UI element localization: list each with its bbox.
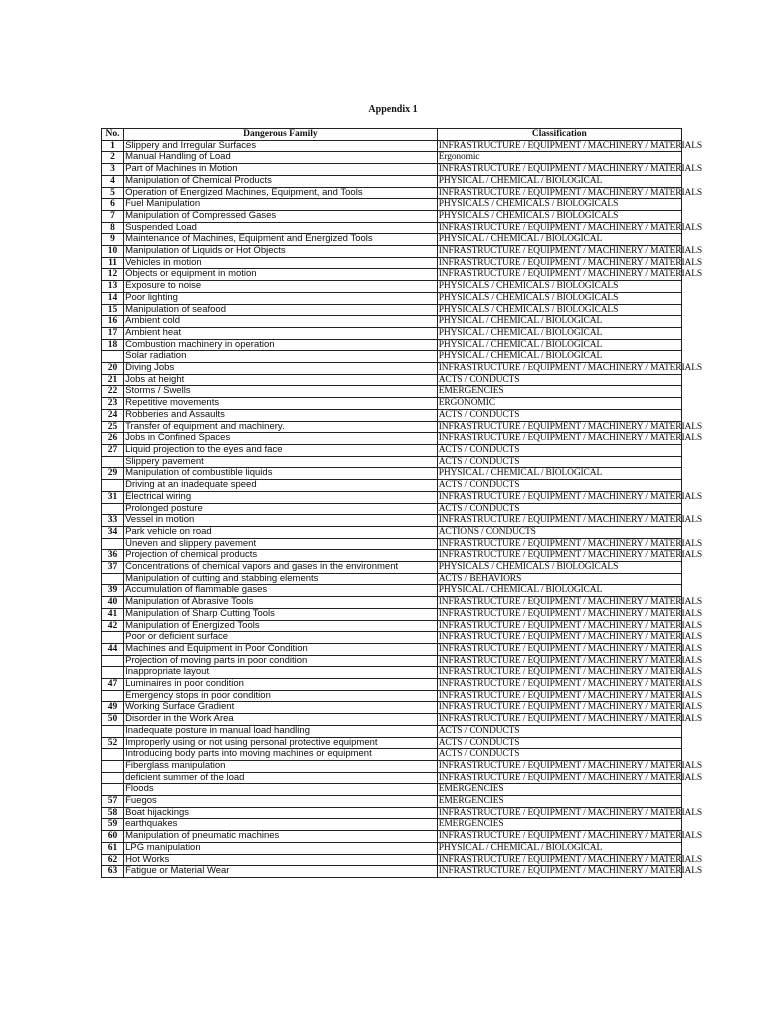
row-number: 42: [102, 620, 124, 632]
row-classification: INFRASTRUCTURE / EQUIPMENT / MACHINERY / MATERIALS: [438, 538, 702, 549]
row-classification: INFRASTRUCTURE / EQUIPMENT / MACHINERY / MATERIALS: [438, 620, 702, 631]
row-dangerous-family: Park vehicle on road: [124, 526, 438, 538]
hazard-table: [101, 128, 702, 878]
row-number: 10: [102, 246, 124, 258]
row-dangerous-family: Poor or deficient surface: [124, 632, 438, 644]
row-dangerous-family: Vessel in motion: [124, 515, 438, 527]
row-number: 39: [102, 585, 124, 597]
row-dangerous-family: Boat hijackings: [124, 807, 438, 819]
row-number: 58: [102, 807, 124, 819]
row-dangerous-family: Diving Jobs: [124, 363, 438, 375]
row-classification: ACTS / CONDUCTS: [437, 480, 681, 492]
row-dangerous-family: Accumulation of flammable gases: [124, 585, 438, 597]
row-dangerous-family: Inappropriate layout: [124, 667, 438, 679]
row-classification: PHYSICAL / CHEMICAL / BIOLOGICAL: [437, 585, 681, 597]
table-row: [102, 409, 682, 421]
row-number: [102, 667, 124, 679]
table-row: [102, 222, 682, 234]
row-number: 11: [102, 257, 124, 269]
row-classification: INFRASTRUCTURE / EQUIPMENT / MACHINERY / MATERIALS: [438, 491, 702, 502]
table-row: [102, 199, 682, 211]
row-number: 13: [102, 281, 124, 293]
table-row: [102, 187, 682, 199]
row-number: 16: [102, 316, 124, 328]
table-row: [102, 175, 682, 187]
row-dangerous-family: Manipulation of Compressed Gases: [124, 210, 438, 222]
row-dangerous-family: Projection of chemical products: [124, 550, 438, 562]
row-dangerous-family: Projection of moving parts in poor condition: [124, 655, 438, 667]
table-row: [102, 398, 682, 410]
row-classification: INFRASTRUCTURE / EQUIPMENT / MACHINERY / MATERIALS: [438, 608, 702, 619]
row-classification: PHYSICAL / CHEMICAL / BIOLOGICAL: [437, 468, 681, 480]
row-classification: PHYSICAL / CHEMICAL / BIOLOGICAL: [437, 327, 681, 339]
row-dangerous-family: LPG manipulation: [124, 842, 438, 854]
row-number: 17: [102, 327, 124, 339]
row-number: [102, 456, 124, 468]
row-dangerous-family: Poor lighting: [124, 292, 438, 304]
table-row: [102, 655, 682, 667]
row-number: 22: [102, 386, 124, 398]
row-classification: INFRASTRUCTURE / EQUIPMENT / MACHINERY / MATERIALS: [438, 421, 702, 432]
row-dangerous-family: Manipulation of Chemical Products: [124, 175, 438, 187]
row-number: 36: [102, 550, 124, 562]
table-row: [102, 866, 682, 878]
row-number: [102, 690, 124, 702]
row-classification: PHYSICAL / CHEMICAL / BIOLOGICAL: [437, 316, 681, 328]
row-classification: INFRASTRUCTURE / EQUIPMENT / MACHINERY / MATERIALS: [438, 257, 702, 268]
table-row: [102, 152, 682, 164]
row-dangerous-family: Inadequate posture in manual load handling: [124, 725, 438, 737]
row-dangerous-family: Working Surface Gradient: [124, 702, 438, 714]
row-number: 33: [102, 515, 124, 527]
row-number: 63: [102, 866, 124, 878]
table-row: [102, 538, 682, 550]
row-classification: INFRASTRUCTURE / EQUIPMENT / MACHINERY / MATERIALS: [438, 632, 702, 643]
table-row: [102, 292, 682, 304]
row-dangerous-family: Maintenance of Machines, Equipment and Energized Tools: [124, 234, 438, 246]
row-classification: INFRASTRUCTURE / EQUIPMENT / MACHINERY / MATERIALS: [438, 831, 702, 842]
page-title: Appendix 1: [368, 104, 418, 115]
table-row: [102, 164, 682, 176]
row-number: 49: [102, 702, 124, 714]
row-classification: PHYSICALS / CHEMICALS / BIOLOGICALS: [437, 210, 681, 222]
row-dangerous-family: Robberies and Assaults: [124, 409, 438, 421]
row-dangerous-family: Introducing body parts into moving machines or equipment: [124, 749, 438, 761]
row-classification: ACTIONS / CONDUCTS: [437, 526, 681, 538]
table-row: [102, 339, 682, 351]
table-row: [102, 316, 682, 328]
table-row: [102, 210, 682, 222]
row-number: 47: [102, 679, 124, 691]
row-dangerous-family: Floods: [124, 784, 438, 796]
row-classification: INFRASTRUCTURE / EQUIPMENT / MACHINERY / MATERIALS: [438, 222, 702, 233]
table-row: [102, 725, 682, 737]
table-row: [102, 444, 682, 456]
row-dangerous-family: Driving at an inadequate speed: [124, 480, 438, 492]
row-number: [102, 480, 124, 492]
row-classification: PHYSICAL / CHEMICAL / BIOLOGICAL: [437, 175, 681, 187]
row-number: 6: [102, 199, 124, 211]
row-classification: ACTS / CONDUCTS: [437, 737, 681, 749]
row-classification: ACTS / CONDUCTS: [437, 456, 681, 468]
row-classification: EMERGENCIES: [437, 819, 681, 831]
row-number: 7: [102, 210, 124, 222]
row-number: [102, 749, 124, 761]
row-dangerous-family: Storms / Swells: [124, 386, 438, 398]
row-classification: INFRASTRUCTURE / EQUIPMENT / MACHINERY / MATERIALS: [438, 246, 702, 257]
row-dangerous-family: earthquakes: [124, 819, 438, 831]
row-classification: EMERGENCIES: [437, 386, 681, 398]
row-dangerous-family: Manipulation of seafood: [124, 304, 438, 316]
table-row: [102, 714, 682, 726]
table-row: [102, 772, 682, 784]
row-classification: ACTS / CONDUCTS: [437, 374, 681, 386]
table-row: [102, 749, 682, 761]
row-classification: INFRASTRUCTURE / EQUIPMENT / MACHINERY / MATERIALS: [438, 679, 702, 690]
table-row: [102, 327, 682, 339]
row-classification: PHYSICAL / CHEMICAL / BIOLOGICAL: [437, 351, 681, 363]
table-row: [102, 456, 682, 468]
row-dangerous-family: Manipulation of Sharp Cutting Tools: [124, 608, 438, 620]
row-dangerous-family: Manipulation of Energized Tools: [124, 620, 438, 632]
row-classification: EMERGENCIES: [437, 796, 681, 808]
header-classification: Classification: [437, 129, 681, 141]
row-dangerous-family: Part of Machines in Motion: [124, 164, 438, 176]
row-classification: INFRASTRUCTURE / EQUIPMENT / MACHINERY / MATERIALS: [438, 597, 702, 608]
row-dangerous-family: Uneven and slippery pavement: [124, 538, 438, 550]
table-row: [102, 304, 682, 316]
row-dangerous-family: Slippery and Irregular Surfaces: [124, 140, 438, 152]
row-number: [102, 538, 124, 550]
row-number: 34: [102, 526, 124, 538]
row-classification: INFRASTRUCTURE / EQUIPMENT / MACHINERY / MATERIALS: [438, 363, 702, 374]
row-classification: INFRASTRUCTURE / EQUIPMENT / MACHINERY / MATERIALS: [438, 702, 702, 713]
row-number: 41: [102, 608, 124, 620]
row-dangerous-family: Concentrations of chemical vapors and gases in the environment: [124, 562, 438, 574]
row-number: 12: [102, 269, 124, 281]
table-row: [102, 667, 682, 679]
row-classification: INFRASTRUCTURE / EQUIPMENT / MACHINERY / MATERIALS: [438, 187, 702, 198]
table-row: [102, 854, 682, 866]
row-number: 52: [102, 737, 124, 749]
row-number: 27: [102, 444, 124, 456]
row-number: 2: [102, 152, 124, 164]
row-number: 59: [102, 819, 124, 831]
row-classification: PHYSICALS / CHEMICALS / BIOLOGICALS: [437, 562, 681, 574]
row-dangerous-family: deficient summer of the load: [124, 772, 438, 784]
row-dangerous-family: Manipulation of Liquids or Hot Objects: [124, 246, 438, 258]
row-number: 14: [102, 292, 124, 304]
table-row: [102, 819, 682, 831]
row-number: 3: [102, 164, 124, 176]
row-classification: INFRASTRUCTURE / EQUIPMENT / MACHINERY / MATERIALS: [438, 269, 702, 280]
table-row: [102, 374, 682, 386]
table-row: [102, 573, 682, 585]
row-number: 29: [102, 468, 124, 480]
row-dangerous-family: Improperly using or not using personal protective equipment: [124, 737, 438, 749]
table-row: [102, 503, 682, 515]
table-row: [102, 526, 682, 538]
row-classification: PHYSICAL / CHEMICAL / BIOLOGICAL: [437, 842, 681, 854]
row-number: 8: [102, 222, 124, 234]
row-number: [102, 632, 124, 644]
row-number: 44: [102, 643, 124, 655]
row-number: 40: [102, 597, 124, 609]
table-row: [102, 679, 682, 691]
row-classification: ERGONOMIC: [437, 398, 681, 410]
row-dangerous-family: Manipulation of Abrasive Tools: [124, 597, 438, 609]
table-row: [102, 585, 682, 597]
row-classification: INFRASTRUCTURE / EQUIPMENT / MACHINERY / MATERIALS: [438, 760, 702, 771]
row-classification: PHYSICAL / CHEMICAL / BIOLOGICAL: [437, 339, 681, 351]
table-row: [102, 597, 682, 609]
row-dangerous-family: Suspended Load: [124, 222, 438, 234]
row-dangerous-family: Solar radiation: [124, 351, 438, 363]
table-row: [102, 831, 682, 843]
row-classification: INFRASTRUCTURE / EQUIPMENT / MACHINERY / MATERIALS: [438, 807, 702, 818]
row-dangerous-family: Manipulation of combustible liquids: [124, 468, 438, 480]
row-number: [102, 503, 124, 515]
row-number: [102, 573, 124, 585]
row-classification: INFRASTRUCTURE / EQUIPMENT / MACHINERY / MATERIALS: [438, 854, 702, 865]
row-dangerous-family: Slippery pavement: [124, 456, 438, 468]
row-number: 24: [102, 409, 124, 421]
row-classification: ACTS / CONDUCTS: [437, 444, 681, 456]
table-row: [102, 269, 682, 281]
row-dangerous-family: Combustion machinery in operation: [124, 339, 438, 351]
table-row: [102, 796, 682, 808]
row-classification: PHYSICALS / CHEMICALS / BIOLOGICALS: [437, 199, 681, 211]
row-number: 62: [102, 854, 124, 866]
row-classification: INFRASTRUCTURE / EQUIPMENT / MACHINERY / MATERIALS: [438, 433, 702, 444]
row-classification: PHYSICAL / CHEMICAL / BIOLOGICAL: [437, 234, 681, 246]
row-dangerous-family: Manual Handling of Load: [124, 152, 438, 164]
row-dangerous-family: Hot Works: [124, 854, 438, 866]
table-row: [102, 784, 682, 796]
row-classification: Ergonomic: [437, 152, 681, 164]
row-number: 57: [102, 796, 124, 808]
table-row: [102, 842, 682, 854]
row-number: 61: [102, 842, 124, 854]
row-dangerous-family: Manipulation of cutting and stabbing elements: [124, 573, 438, 585]
row-number: 23: [102, 398, 124, 410]
row-classification: INFRASTRUCTURE / EQUIPMENT / MACHINERY / MATERIALS: [438, 714, 702, 725]
row-classification: ACTS / CONDUCTS: [437, 503, 681, 515]
row-classification: PHYSICALS / CHEMICALS / BIOLOGICALS: [437, 281, 681, 293]
row-classification: INFRASTRUCTURE / EQUIPMENT / MACHINERY / MATERIALS: [438, 655, 702, 666]
table-row: [102, 690, 682, 702]
table-row: [102, 620, 682, 632]
table-row: [102, 363, 682, 375]
row-number: [102, 784, 124, 796]
table-row: [102, 257, 682, 269]
row-dangerous-family: Fiberglass manipulation: [124, 760, 438, 772]
row-number: 50: [102, 714, 124, 726]
row-number: [102, 725, 124, 737]
table-row: [102, 702, 682, 714]
header-dangerous-family: Dangerous Family: [124, 129, 438, 141]
row-number: 37: [102, 562, 124, 574]
row-dangerous-family: Prolonged posture: [124, 503, 438, 515]
row-classification: INFRASTRUCTURE / EQUIPMENT / MACHINERY / MATERIALS: [438, 643, 702, 654]
row-dangerous-family: Objects or equipment in motion: [124, 269, 438, 281]
row-number: 5: [102, 187, 124, 199]
row-dangerous-family: Jobs in Confined Spaces: [124, 433, 438, 445]
row-dangerous-family: Operation of Energized Machines, Equipment, and Tools: [124, 187, 438, 199]
row-dangerous-family: Exposure to noise: [124, 281, 438, 293]
row-number: 21: [102, 374, 124, 386]
row-number: [102, 760, 124, 772]
row-dangerous-family: Emergency stops in poor condition: [124, 690, 438, 702]
table-row: [102, 632, 682, 644]
table-row: [102, 737, 682, 749]
table-row: [102, 550, 682, 562]
table-row: [102, 351, 682, 363]
row-number: 9: [102, 234, 124, 246]
row-number: 26: [102, 433, 124, 445]
row-dangerous-family: Disorder in the Work Area: [124, 714, 438, 726]
table-row: [102, 433, 682, 445]
row-dangerous-family: Machines and Equipment in Poor Condition: [124, 643, 438, 655]
row-number: [102, 772, 124, 784]
row-number: [102, 351, 124, 363]
row-classification: INFRASTRUCTURE / EQUIPMENT / MACHINERY / MATERIALS: [438, 667, 702, 678]
row-dangerous-family: Fuel Manipulation: [124, 199, 438, 211]
row-number: 4: [102, 175, 124, 187]
row-classification: PHYSICALS / CHEMICALS / BIOLOGICALS: [437, 304, 681, 316]
row-classification: INFRASTRUCTURE / EQUIPMENT / MACHINERY / MATERIALS: [438, 515, 702, 526]
table-row: [102, 421, 682, 433]
table-row: [102, 281, 682, 293]
row-dangerous-family: Luminaires in poor condition: [124, 679, 438, 691]
row-classification: INFRASTRUCTURE / EQUIPMENT / MACHINERY / MATERIALS: [438, 690, 702, 701]
row-dangerous-family: Fuegos: [124, 796, 438, 808]
row-classification: INFRASTRUCTURE / EQUIPMENT / MACHINERY / MATERIALS: [438, 866, 702, 877]
row-dangerous-family: Manipulation of pneumatic machines: [124, 831, 438, 843]
row-classification: EMERGENCIES: [437, 784, 681, 796]
table-row: [102, 515, 682, 527]
row-classification: INFRASTRUCTURE / EQUIPMENT / MACHINERY / MATERIALS: [438, 550, 702, 561]
row-classification: INFRASTRUCTURE / EQUIPMENT / MACHINERY / MATERIALS: [438, 772, 702, 783]
row-dangerous-family: Fatigue or Material Wear: [124, 866, 438, 878]
header-no: No.: [102, 129, 124, 141]
row-classification: INFRASTRUCTURE / EQUIPMENT / MACHINERY / MATERIALS: [438, 164, 702, 175]
row-dangerous-family: Liquid projection to the eyes and face: [124, 444, 438, 456]
row-classification: ACTS / CONDUCTS: [437, 725, 681, 737]
table-row: [102, 760, 682, 772]
row-number: 31: [102, 491, 124, 503]
table-row: [102, 480, 682, 492]
row-number: 20: [102, 363, 124, 375]
table-row: [102, 386, 682, 398]
row-classification: ACTS / CONDUCTS: [437, 749, 681, 761]
row-dangerous-family: Electrical wiring: [124, 491, 438, 503]
row-dangerous-family: Transfer of equipment and machinery.: [124, 421, 438, 433]
row-dangerous-family: Vehicles in motion: [124, 257, 438, 269]
row-number: 15: [102, 304, 124, 316]
row-dangerous-family: Ambient cold: [124, 316, 438, 328]
row-number: 25: [102, 421, 124, 433]
table-row: [102, 234, 682, 246]
table-row: [102, 608, 682, 620]
table-row: [102, 807, 682, 819]
table-row: [102, 491, 682, 503]
row-classification: INFRASTRUCTURE / EQUIPMENT / MACHINERY / MATERIALS: [438, 140, 702, 151]
row-number: [102, 655, 124, 667]
row-number: 18: [102, 339, 124, 351]
row-dangerous-family: Repetitive movements: [124, 398, 438, 410]
table-header-row: [102, 129, 682, 141]
row-classification: PHYSICALS / CHEMICALS / BIOLOGICALS: [437, 292, 681, 304]
row-dangerous-family: Jobs at height: [124, 374, 438, 386]
row-classification: ACTS / BEHAVIORS: [437, 573, 681, 585]
table-row: [102, 246, 682, 258]
row-dangerous-family: Ambient heat: [124, 327, 438, 339]
row-classification: ACTS / CONDUCTS: [437, 409, 681, 421]
table-row: [102, 643, 682, 655]
row-number: 60: [102, 831, 124, 843]
table-row: [102, 140, 682, 152]
table-row: [102, 468, 682, 480]
table-row: [102, 562, 682, 574]
row-number: 1: [102, 140, 124, 152]
table-body: [102, 139, 702, 877]
